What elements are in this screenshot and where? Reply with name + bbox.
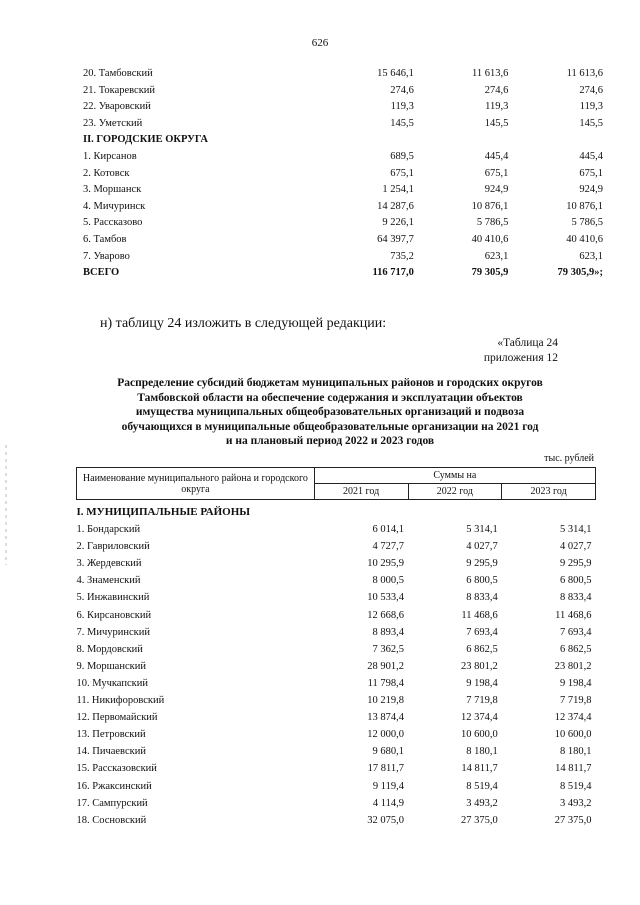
total-2021: 116 717,0 — [372, 267, 414, 279]
value-2021: 735,2 — [390, 250, 414, 262]
table-row — [83, 249, 603, 266]
value-2021: 11 798,4 — [367, 677, 404, 689]
value-2022: 119,3 — [485, 101, 509, 113]
row-name: 16. Ржаксинский — [76, 780, 152, 792]
value-2021: 32 075,0 — [367, 814, 404, 826]
value-2022: 14 811,7 — [461, 763, 498, 775]
table-row — [77, 521, 596, 538]
row-name: 3. Жердевский — [76, 558, 142, 570]
total-row — [83, 265, 603, 282]
title-line: обучающихся в муниципальные общеобразовательные организации на 2021 год — [121, 420, 539, 433]
value-2022: 3 493,2 — [466, 797, 498, 809]
row-name: 7. Мичуринский — [76, 626, 150, 638]
value-2021: 8 893,4 — [372, 626, 404, 638]
value-2022: 23 801,2 — [460, 660, 498, 672]
continued-table-body — [83, 66, 603, 282]
value-2022: 8 833,4 — [466, 592, 498, 604]
row-name: 14. Пичаевский — [76, 746, 146, 758]
value-2021: 10 295,9 — [367, 558, 404, 570]
value-2023: 675,1 — [579, 167, 603, 179]
value-2023: 11 613,6 — [566, 68, 603, 79]
value-2021: 14 287,6 — [377, 200, 414, 212]
table-row — [77, 709, 596, 726]
table-caption — [484, 336, 558, 366]
value-2022: 5 786,5 — [476, 217, 509, 229]
value-2023: 23 801,2 — [554, 660, 592, 672]
table-row — [83, 99, 603, 116]
table-row — [77, 589, 596, 606]
value-2021: 10 533,4 — [367, 592, 404, 604]
title-line: Тамбовской области на обеспечение содержания и эксплуатации объектов — [137, 391, 523, 404]
units-label: тыс. рублей — [544, 453, 594, 464]
subsidy-table-header — [77, 468, 596, 500]
table-row — [77, 743, 596, 760]
table-row — [77, 675, 596, 692]
value-2023: 9 295,9 — [560, 558, 592, 570]
row-name: 13. Петровский — [76, 729, 146, 741]
total-2023: 79 305,9»; — [557, 267, 603, 279]
value-2021: 119,3 — [390, 101, 414, 113]
header-year-2023: 2023 год — [502, 484, 596, 500]
value-2022: 145,5 — [484, 117, 509, 129]
value-2022: 7 693,4 — [466, 626, 498, 638]
value-2021: 28 901,2 — [367, 660, 404, 672]
header-year-2021: 2021 год — [314, 484, 408, 500]
table-row — [83, 83, 603, 100]
value-2022: 623,1 — [484, 250, 509, 262]
value-2022: 675,1 — [484, 167, 509, 179]
value-2021: 9 680,1 — [372, 746, 404, 758]
value-2021: 17 811,7 — [367, 763, 404, 775]
total-2022: 79 305,9 — [471, 267, 509, 279]
table-row — [83, 182, 603, 199]
value-2023: 6 800,5 — [560, 575, 592, 587]
value-2023: 10 600,0 — [554, 729, 592, 741]
row-name: 23. Уметский — [83, 117, 143, 129]
value-2021: 64 397,7 — [377, 233, 414, 245]
header-name: Наименование муниципального района и городского округа — [77, 468, 315, 500]
value-2021: 8 000,5 — [372, 575, 404, 587]
value-2022: 6 800,5 — [466, 575, 498, 587]
value-2023: 623,1 — [579, 250, 603, 262]
row-name: 9. Моршанский — [76, 660, 146, 672]
table-row — [77, 795, 596, 812]
value-2021: 9 119,4 — [372, 780, 404, 792]
value-2022: 9 295,9 — [466, 558, 498, 570]
row-name: 6. Кирсановский — [76, 609, 152, 621]
header-sums: Суммы на — [314, 468, 595, 484]
section-title: II. ГОРОДСКИЕ ОКРУГА — [83, 134, 208, 146]
value-2023: 274,6 — [579, 84, 603, 96]
value-2022: 40 410,6 — [471, 233, 509, 245]
value-2023: 14 811,7 — [555, 763, 592, 775]
section-row — [77, 500, 596, 522]
row-name: 4. Мичуринск — [83, 200, 146, 212]
row-name: 12. Первомайский — [76, 712, 158, 724]
value-2021: 9 226,1 — [382, 217, 414, 229]
header-year-2022: 2022 год — [408, 484, 502, 500]
page-number: 626 — [311, 37, 329, 49]
value-2023: 8 833,4 — [560, 592, 592, 604]
table-row — [77, 812, 596, 829]
value-2021: 7 362,5 — [372, 643, 404, 655]
value-2022: 11 613,6 — [472, 68, 509, 79]
table-row — [77, 778, 596, 795]
value-2022: 924,9 — [484, 184, 509, 196]
value-2022: 10 600,0 — [460, 729, 498, 741]
value-2022: 274,6 — [484, 84, 509, 96]
table-row — [77, 658, 596, 675]
value-2023: 8 180,1 — [560, 746, 592, 758]
row-name: 22. Уваровский — [83, 101, 151, 113]
row-name: 5. Рассказово — [83, 217, 143, 229]
table-row — [77, 607, 596, 624]
value-2023: 40 410,6 — [566, 233, 603, 245]
row-name: 3. Моршанск — [83, 184, 142, 196]
row-name: 2. Котовск — [83, 167, 130, 179]
row-name: 21. Токаревский — [83, 84, 156, 96]
value-2023: 7 693,4 — [560, 626, 592, 638]
section-title: I. МУНИЦИПАЛЬНЫЕ РАЙОНЫ — [76, 506, 251, 518]
value-2022: 10 876,1 — [471, 200, 509, 212]
value-2023: 5 314,1 — [560, 524, 592, 536]
amendment-instruction: н) таблицу 24 изложить в следующей редакции: — [100, 316, 387, 331]
value-2022: 27 375,0 — [460, 814, 498, 826]
value-2023: 3 493,2 — [560, 797, 592, 809]
section-row — [83, 132, 603, 149]
value-2023: 8 519,4 — [560, 780, 592, 792]
value-2021: 13 874,4 — [367, 712, 404, 724]
row-name: 7. Уварово — [83, 250, 130, 262]
value-2021: 15 646,1 — [377, 68, 414, 79]
row-name: 18. Сосновский — [76, 814, 147, 826]
value-2021: 4 114,9 — [372, 797, 404, 809]
title-line: имущества муниципальных общеобразовательных организаций и подвоза — [135, 406, 525, 419]
value-2022: 7 719,8 — [466, 695, 498, 707]
value-2022: 5 314,1 — [466, 524, 498, 536]
table-row — [83, 199, 603, 216]
value-2021: 12 668,6 — [367, 609, 404, 621]
value-2023: 10 876,1 — [566, 200, 603, 212]
table-row — [77, 692, 596, 709]
value-2021: 675,1 — [390, 167, 414, 179]
value-2022: 445,4 — [484, 150, 509, 162]
title-line: и на плановый период 2022 и 2023 годов — [225, 435, 435, 448]
table-row — [83, 149, 603, 166]
table-row — [77, 572, 596, 589]
row-name: 8. Мордовский — [76, 643, 143, 655]
table-caption-line1: «Таблица 24 — [497, 337, 558, 349]
table-row — [83, 116, 603, 133]
table-row — [77, 726, 596, 743]
row-name: 10. Мучкапский — [76, 677, 148, 689]
value-2023: 145,5 — [579, 117, 603, 129]
value-2021: 4 727,7 — [372, 541, 404, 553]
value-2022: 4 027,7 — [466, 541, 498, 553]
value-2023: 4 027,7 — [560, 541, 592, 553]
table-row — [83, 166, 603, 183]
row-name: 1. Бондарский — [76, 524, 141, 536]
row-name: 2. Гавриловский — [76, 541, 150, 553]
table-caption-line2: приложения 12 — [483, 352, 558, 364]
table-row — [83, 66, 603, 83]
value-2021: 12 000,0 — [367, 729, 404, 741]
value-2023: 27 375,0 — [554, 814, 592, 826]
value-2021: 10 219,8 — [367, 695, 404, 707]
value-2023: 7 719,8 — [560, 695, 592, 707]
value-2023: 924,9 — [579, 184, 603, 196]
row-name: 15. Рассказовский — [76, 763, 157, 775]
subsidy-table-body — [77, 500, 596, 829]
title-line: Распределение субсидий бюджетам муниципальных районов и городских округов — [117, 377, 543, 389]
value-2023: 5 786,5 — [571, 217, 603, 229]
value-2022: 12 374,4 — [460, 712, 498, 724]
value-2022: 8 519,4 — [466, 780, 498, 792]
value-2021: 689,5 — [390, 150, 414, 162]
row-name: 6. Тамбов — [83, 233, 127, 245]
row-name: 4. Знаменский — [76, 575, 141, 587]
value-2023: 6 862,5 — [560, 643, 592, 655]
value-2021: 274,6 — [390, 84, 414, 96]
value-2021: 6 014,1 — [372, 524, 404, 536]
row-name: 1. Кирсанов — [83, 150, 137, 162]
table-row — [77, 555, 596, 572]
value-2022: 11 468,6 — [461, 609, 498, 621]
table-row — [83, 232, 603, 249]
table-row — [77, 760, 596, 777]
continued-table — [83, 66, 603, 282]
value-2023: 11 468,6 — [555, 609, 592, 621]
row-name: 20. Тамбовский — [83, 68, 153, 79]
value-2023: 12 374,4 — [554, 712, 592, 724]
table-row — [77, 641, 596, 658]
margin-mark — [2, 445, 10, 565]
value-2023: 9 198,4 — [560, 677, 592, 689]
value-2021: 145,5 — [390, 117, 414, 129]
value-2021: 1 254,1 — [382, 184, 414, 196]
row-name: 17. Сампурский — [76, 797, 148, 809]
row-name: 11. Никифоровский — [76, 695, 165, 707]
total-label: ВСЕГО — [83, 267, 120, 279]
subsidy-table — [76, 467, 596, 829]
value-2023: 445,4 — [579, 150, 603, 162]
table-row — [83, 215, 603, 232]
value-2022: 6 862,5 — [466, 643, 498, 655]
value-2022: 9 198,4 — [466, 677, 498, 689]
row-name: 5. Инжавинский — [76, 592, 150, 604]
table-title — [60, 376, 600, 449]
value-2023: 119,3 — [579, 101, 603, 113]
value-2022: 8 180,1 — [466, 746, 498, 758]
table-row — [77, 624, 596, 641]
table-row — [77, 538, 596, 555]
